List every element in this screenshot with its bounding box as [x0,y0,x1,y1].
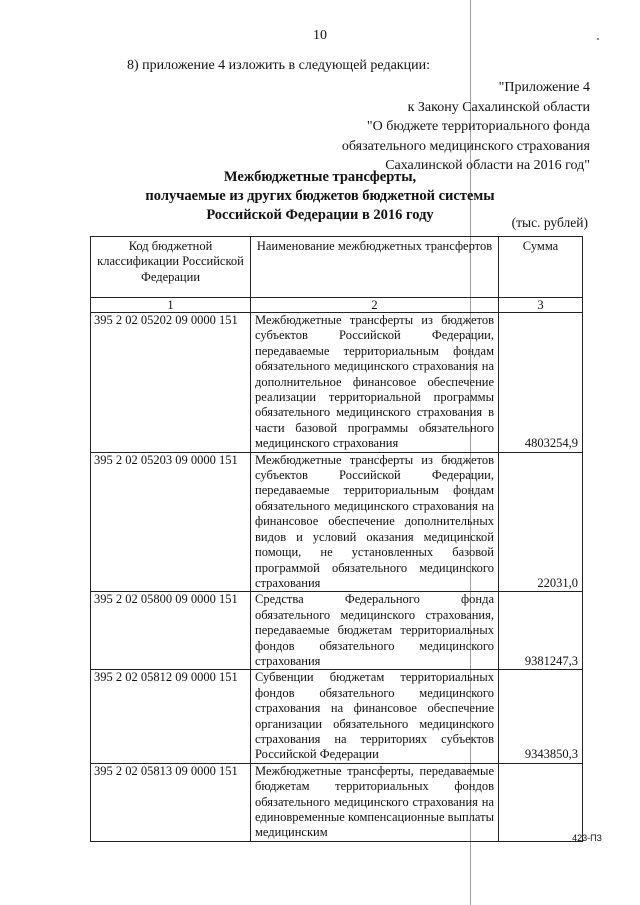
transfer-sum [499,763,583,841]
title-line: Российской Федерации в 2016 году [206,207,434,223]
column-number-row [91,298,583,313]
transfer-name: Межбюджетные трансферты из бюджетов субъектов Российской Федерации, передаваемые территориальным фондам обязательного медицинского страхования на финансовое обеспечение дополнительных видов и условий оказания медицинской помощи, не установленных базовой программой обязательного медицинского страхования [251,452,499,592]
column-header-sum: Сумма [499,237,583,298]
page-number: 10 [313,28,327,43]
annex-reference [342,78,590,176]
transfers-table [90,236,583,842]
title-line: Межбюджетные трансферты, [223,169,417,185]
annex-line: Сахалинской области на 2016 год" [385,158,590,173]
column-header-name: Наименование межбюджетных трансфертов [251,237,499,298]
title-line: получаемые из других бюджетов бюджетной системы [145,188,495,204]
transfer-name: Межбюджетные трансферты из бюджетов субъектов Российской Федерации, передаваемые территориальным фондам обязательного медицинского страхования на дополнительное финансовое обеспечение реализации территориальной программы обязательного медицинского страхования в части базовой программы обязательного медицинского страхования [251,313,499,453]
transfer-name: Межбюджетные трансферты, передаваемые бюджетам территориальных фондов обязательного медицинского страхования на единовременные компенсационные выплаты медицинским [251,763,499,841]
annex-line: обязательного медицинского страхования [341,138,590,154]
table-row [91,313,583,453]
amendment-intro: 8) приложение 4 изложить в следующей редакции: [127,58,430,73]
document-footer-code: 423-ПЗ [572,833,602,843]
annex-line: "Приложение 4 [498,80,590,95]
budget-code: 395 2 02 05202 09 0000 151 [91,313,251,453]
transfer-sum: 9343850,3 [499,670,583,763]
transfer-name: Средства Федерального фонда обязательного медицинского страхования, передаваемые бюджетам территориальных фондов обязательного медицинского страхования [251,592,499,670]
table-row [91,670,583,763]
column-header-code: Код бюджетной классификации Российской Федерации [91,237,251,298]
column-number: 1 [91,298,251,313]
transfer-name: Субвенции бюджетам территориальных фондов обязательного медицинского страхования на финансовое обеспечение организации обязательного медицинского страхования на территориях субъектов Российской Федерации [251,670,499,763]
table-row [91,452,583,592]
annex-line: "О бюджете территориального фонда [366,119,590,134]
budget-code: 395 2 02 05203 09 0000 151 [91,452,251,592]
budget-code: 395 2 02 05812 09 0000 151 [91,670,251,763]
budget-code: 395 2 02 05800 09 0000 151 [91,592,251,670]
units-label: (тыс. рублей) [511,215,588,230]
column-number: 2 [251,298,499,313]
annex-line: к Закону Сахалинской области [407,99,590,115]
column-number: 3 [499,298,583,313]
table-row [91,592,583,670]
budget-code: 395 2 02 05813 09 0000 151 [91,763,251,841]
transfer-sum: 22031,0 [499,452,583,592]
table-row [91,763,583,841]
table-header-row [91,237,583,298]
transfer-sum: 4803254,9 [499,313,583,453]
transfer-sum: 9381247,3 [499,592,583,670]
